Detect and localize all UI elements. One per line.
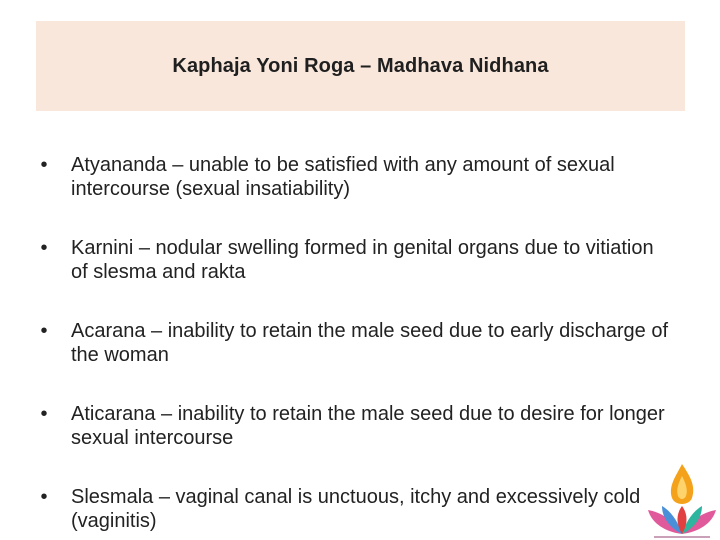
bullet-text: Slesmala – vaginal canal is unctuous, itchy and excessively cold (vaginitis) [71, 486, 641, 532]
bullet-text: Atyananda – unable to be satisfied with any amount of sexual intercourse (sexual insatiability) [71, 154, 615, 200]
bullet-item [34, 485, 674, 533]
bullet-text: Acarana – inability to retain the male seed due to early discharge of the woman [71, 320, 669, 366]
bullet-dot: • [40, 320, 48, 342]
bullet-list [34, 153, 674, 540]
bullet-item [34, 236, 674, 284]
bullet-dot: • [40, 237, 48, 259]
bullet-text: Karnini – nodular swelling formed in genital organs due to vitiation of slesma and rakta [71, 237, 654, 283]
title-band [36, 21, 685, 111]
logo-caption-strip [654, 536, 710, 538]
bullet-text: Aticarana – inability to retain the male seed due to desire for longer sexual intercourse [71, 403, 665, 449]
bullet-dot: • [40, 154, 48, 176]
slide-title: Kaphaja Yoni Roga – Madhava Nidhana [172, 54, 549, 77]
lamp-flame-logo-icon [644, 462, 720, 540]
bullet-item [34, 153, 674, 201]
bullet-item [34, 402, 674, 450]
bullet-item [34, 319, 674, 367]
bullet-dot: • [40, 403, 48, 425]
bullet-dot: • [40, 486, 48, 508]
